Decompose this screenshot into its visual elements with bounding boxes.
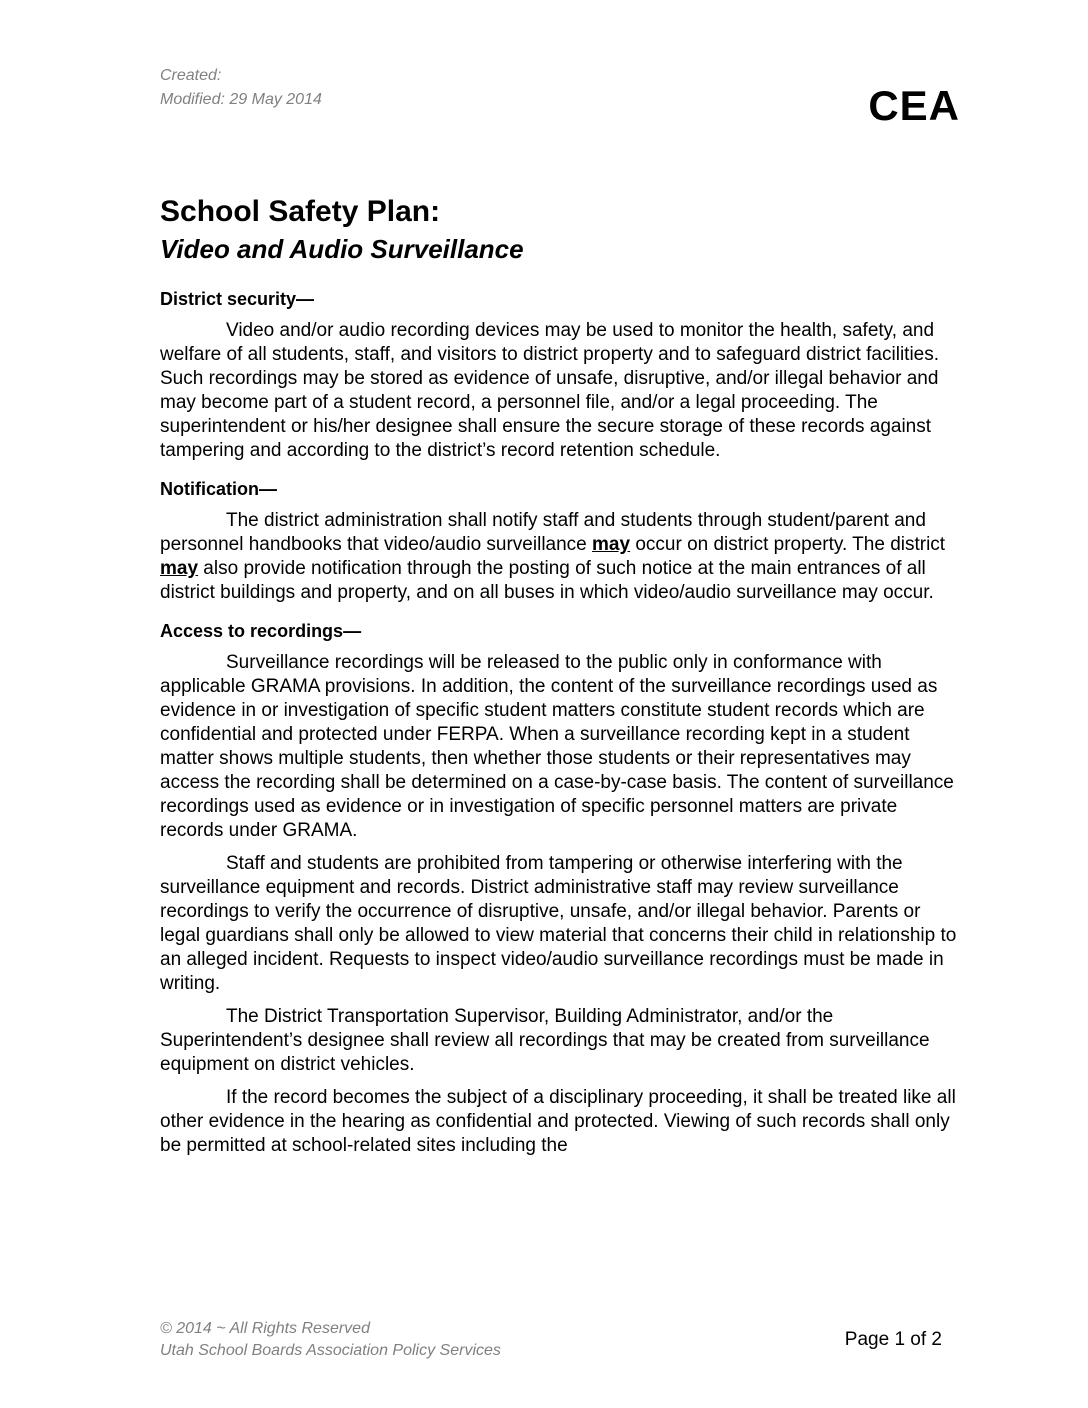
text-run: occur on district property. The district: [630, 534, 946, 555]
policy-code: CEA: [868, 82, 960, 129]
footer-copyright: [160, 1318, 501, 1362]
document-subtitle: Video and Audio Surveillance: [160, 234, 524, 264]
paragraph: Video and/or audio recording devices may be used to monitor the health, safety, and welfare of all students, staff, and visitors to district property and to safeguard district facilities. Such recordings may be stored as evidence of unsafe, disruptive, and/or illegal behavior and may become part of a student record, a personnel file, and/or a legal proceeding. The superintendent or his/her designee shall ensure the secure storage of these records against tampering and according to the district’s record retention schedule.: [160, 320, 940, 461]
paragraph: If the record becomes the subject of a disciplinary proceeding, it shall be treated like all other evidence in the hearing as confidential and protected. Viewing of such records shall only be permitted at school-related sites including the: [160, 1087, 956, 1156]
section-heading: Notification—: [160, 479, 277, 499]
paragraph: Surveillance recordings will be released to the public only in conformance with applicable GRAMA provisions. In addition, the content of the surveillance recordings used as evidence in or investigation of specific student matters constitute student records which are confidential and protected under FERPA. When a surveillance recording kept in a student matter shows multiple students, then whether those students or their representatives may access the recording shall be determined on a case-by-case basis. The content of surveillance recordings used as evidence or in investigation of specific personnel matters are private records under GRAMA.: [160, 652, 954, 841]
document-body: [160, 287, 965, 1172]
modified-date: Modified: 29 May 2014: [160, 91, 322, 108]
document-title: School Safety Plan:: [160, 195, 441, 228]
emphasis-may: may: [160, 558, 199, 579]
emphasis-may: may: [592, 534, 631, 555]
text-run: The district administration shall notify staff and students through student/parent and personnel handbooks that video/audio surveillance: [160, 510, 926, 555]
text-run: also provide notification through the posting of such notice at the main entrances of all district buildings and property, and on all buses in which video/audio surveillance may occur.: [160, 558, 934, 603]
section-access-to-recordings: [160, 619, 965, 1158]
paragraph: [160, 509, 965, 605]
title-block: [160, 192, 524, 266]
section-notification: [160, 477, 965, 605]
created-label: Created:: [160, 67, 222, 84]
section-heading: Access to recordings—: [160, 621, 362, 641]
paragraph: The District Transportation Supervisor, Building Administrator, and/or the Superintendent’s designee shall review all recordings that may be created from surveillance equipment on district vehicles.: [160, 1006, 930, 1075]
document-meta: [160, 64, 322, 112]
section-district-security: [160, 287, 965, 463]
copyright-text: © 2014 ~ All Rights Reserved: [160, 1320, 370, 1337]
paragraph: Staff and students are prohibited from tampering or otherwise interfering with the surveillance equipment and records. District administrative staff may review surveillance recordings to verify the occurrence of disruptive, unsafe, and/or illegal behavior. Parents or legal guardians shall only be allowed to view material that concerns their child in relationship to an alleged incident. Requests to inspect video/audio surveillance recordings must be made in writing.: [160, 853, 957, 994]
section-heading: District security—: [160, 289, 315, 309]
organization-text: Utah School Boards Association Policy Services: [160, 1342, 501, 1359]
page-number: Page 1 of 2: [844, 1329, 942, 1350]
